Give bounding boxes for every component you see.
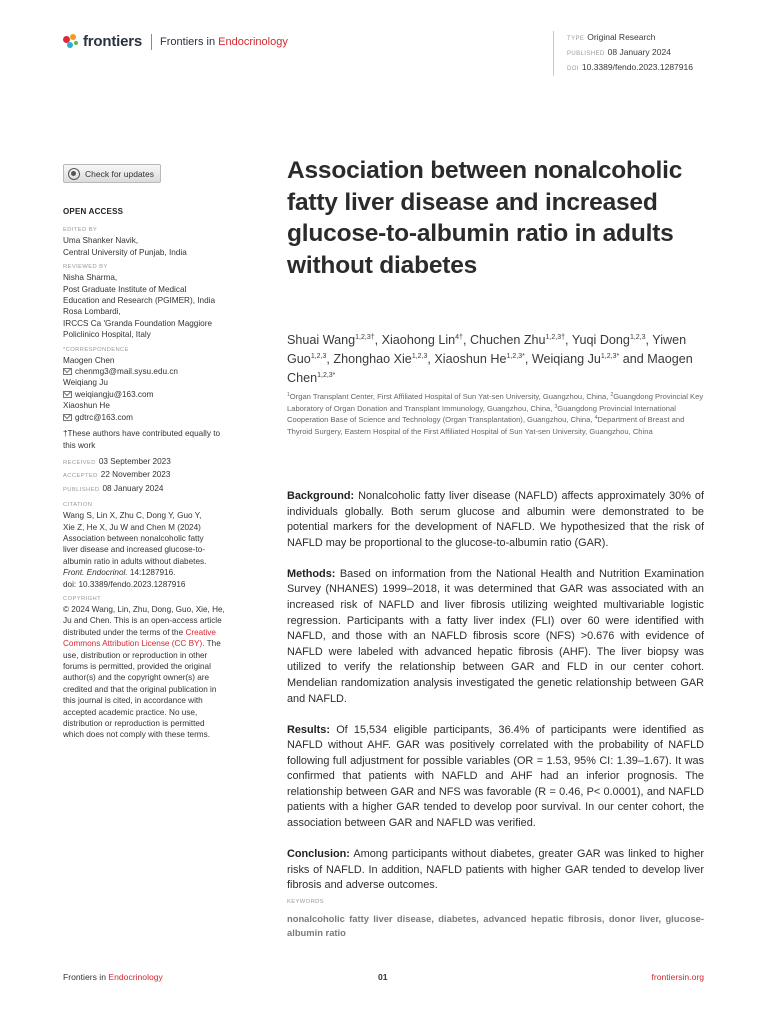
article-type: TYPE Original Research (567, 32, 656, 42)
license-link[interactable]: Commons Attribution License (CC BY). (63, 639, 205, 649)
correspondence: *CORRESPONDENCE Maogen Chen chenmg3@mail.sysu.edu.cn Weiqiang Ju weiqiangju@163.com Xiaoshun He gdtrc@163.com (63, 346, 243, 423)
author-separator: and (619, 352, 648, 367)
author-separator: , (462, 333, 470, 347)
abstract-background: Background: Nonalcoholic fatty liver disease (NAFLD) affects approximately 30% of individuals globally. Both serum glucose and albumin were demonstrated to be potential markers for the development of NAFLD. We hypothesized that the risk of NAFLD may be proportional to the glucose-to-albumin ratio (GAR). (287, 490, 704, 549)
author[interactable]: Yiwen Guo$^{1,2,3}$ (287, 333, 687, 367)
email-link[interactable]: weiqiangju@163.com (63, 389, 243, 400)
check-updates-icon (68, 168, 80, 180)
footer-site-link[interactable]: frontiersin.org (651, 972, 704, 982)
article-published: PUBLISHED 08 January 2024 (567, 47, 671, 57)
open-access-label: OPEN ACCESS (63, 207, 124, 216)
affiliation-number: 3 (554, 403, 558, 410)
author-separator: , (427, 352, 435, 367)
license-link[interactable]: Creative (185, 627, 216, 637)
author[interactable]: Zhonghao Xie$^{1,2,3}$ (333, 352, 428, 367)
history-dates (63, 456, 243, 496)
author[interactable]: Shuai Wang$^{1,2,3\dagger}$ (287, 333, 375, 347)
author[interactable]: Xiaoshun $He^{1,2,3*}$ (434, 352, 525, 367)
author[interactable]: Chuchen Zhu$^{1,2,3\dagger}$ (469, 333, 566, 347)
published-date: PUBLISHED 08 January 2024 (63, 483, 164, 493)
check-for-updates-button[interactable] (63, 164, 161, 183)
frontiers-logo-icon (63, 34, 79, 50)
footer-journal[interactable]: Frontiers in Endocrinology (63, 972, 163, 982)
author[interactable]: Yuqi Dong$^{1,2,3}$ (571, 333, 646, 347)
author-separator: , (565, 333, 572, 347)
keywords-label: KEYWORDS (287, 899, 325, 905)
sidebar (63, 206, 243, 746)
envelope-icon (63, 368, 72, 375)
check-for-updates-label: Check for updates (85, 168, 154, 179)
email-link[interactable]: chenmg3@mail.sysu.edu.cn (63, 366, 243, 377)
reviewed-by: REVIEWED BY Nisha Sharma, Post Graduate Institute of Medical Education and Research (PGIMER), India Rosa Lombardi, IRCCS Ca 'Granda Foundation Maggiore Policlinico Hospital, Italy (63, 264, 215, 340)
affiliation-text: Organ Transplant Center, First Affiliated Hospital of Sun Yat-sen University, Guangzhou, China, (289, 392, 611, 401)
affiliation-number: 2 (610, 392, 614, 398)
page-number: 01 (378, 972, 388, 982)
keywords: nonalcoholic fatty liver disease, diabetes, advanced hepatic fibrosis, donor liver, glucose-albumin ratio (287, 913, 704, 939)
citation-doi-link[interactable]: doi: 10.3389/fendo.2023.1287916 (63, 579, 186, 589)
citation: CITATION Wang S, Lin X, Zhu C, Dong Y, Guo Y, Xie Z, He X, Ju W and Chen M (2024) Association between nonalcoholic fatty liver disease and increased glucose-to- albumin ratio in adults without diabetes. Front. Endocrinol. 14:1287916. doi: 10.3389/fendo.2023.1287916 (63, 501, 243, 590)
edited-by: EDITED BY Uma Shanker Navik, Central University of Punjab, India (63, 227, 187, 257)
author-list (287, 331, 707, 389)
email-link[interactable]: gdtrc@163.com (63, 412, 243, 423)
affiliation-number: 1 (287, 392, 290, 398)
affiliation-text: Department of Breast and Thyroid Surgery, Eastern Hospital of the First Affiliated Hospital of Sun Yat-sen University, Guangzhou, China (287, 415, 685, 436)
copyright: COPYRIGHT © 2024 Wang, Lin, Zhu, Dong, Guo, Xie, He, Ju and Chen. This is an open-access article distributed under the terms of the Creative Commons Attribution License (CC BY). The use, distribution or reproduction in other forums is permitted, provided the original author(s) and the copyright owner(s) are credited and that the original publication in this journal is cited, in accordance with accepted academic practice. No use, distribution or reproduction is permitted which does not comply with these terms. (63, 595, 225, 740)
abstract-methods: Methods: Based on information from the National Health and Nutrition Examination Survey (NHANES) 1999–2018, it was determined that GAR was associated with an increased risk of NAFLD and liver fibrosis utilizing weighted multivariable logistic regression. Participants with a fatty liver index (FLI) over 60 were identified with NAFLD, and those with an NAFLD fibrosis score (NFS) >0.676 with evidence of NAFLD were labeled with advanced hepatic fibrosis (AHF). The liver biopsy was utilized to verify the relationship between GAR and FLD in our center cohort. Mendelian randomization analysis investigated the genetic relationship between GAR and NAFLD. (287, 567, 704, 705)
author-separator: , (524, 352, 532, 367)
journal-name[interactable]: Frontiers in Endocrinology (160, 35, 288, 48)
equal-contribution-note: †These authors have contributed equally to this work (63, 429, 221, 450)
author[interactable]: Maogen Chen$^{1,2,3*}$ (287, 352, 693, 386)
author[interactable]: Weiqiang $Ju^{1,2,3*}$ (531, 352, 620, 367)
accepted-date: ACCEPTED 22 November 2023 (63, 470, 171, 480)
brand-name: frontiers (83, 33, 143, 50)
abstract (287, 489, 704, 909)
article-title: Association between nonalcoholic fatty liver disease and increased glucose-to-albumin ratio in adults without diabetes (287, 157, 683, 279)
abstract-conclusion: Conclusion: Among participants without diabetes, greater GAR was linked to higher risks of NAFLD. In addition, NAFLD patients with higher GAR tended to develop liver fibrosis and adverse outcomes. (287, 848, 704, 892)
author-separator: , (374, 333, 382, 347)
affiliation-number: 4 (594, 415, 598, 422)
author-separator: , (326, 352, 334, 367)
article-meta (553, 31, 693, 76)
envelope-icon (63, 414, 72, 421)
author-separator: , (645, 333, 653, 347)
abstract-results: Results: Of 15,534 eligible participants, 36.4% of participants were identified as NAFLD without AHF. GAR was positively correlated with the probability of NAFLD following full adjustment for possible variables (OR = 1.53, 95% CI: 1.39–1.67). It was confirmed that patients with NAFLD and AHF had an inferior prognosis. The relationship between GAR and NFS was favorable (R = 0.46, P< 0.0001), and NAFLD patients with a higher GAR tended to develop poor survival. In our center cohort, the association between GAR and NAFLD was verified. (287, 723, 704, 830)
author[interactable]: Xiaohong Lin$^{4\dagger}$ (381, 333, 463, 347)
received-date: RECEIVED 03 September 2023 (63, 456, 171, 466)
affiliations (287, 391, 707, 437)
article-doi[interactable]: DOI 10.3389/fendo.2023.1287916 (567, 62, 693, 72)
affiliation-text: Guangdong Provincial International Cooperation Base of Science and Technology (Organ Transplantation), Guangzhou, China, (287, 403, 676, 425)
header-divider (151, 34, 152, 50)
frontiers-logo[interactable] (63, 33, 288, 50)
affiliation-text: Guangdong Provincial Key Laboratory of Organ Donation and Transplant Immunology, Guangzhou, China, (287, 392, 704, 413)
envelope-icon (63, 391, 72, 398)
